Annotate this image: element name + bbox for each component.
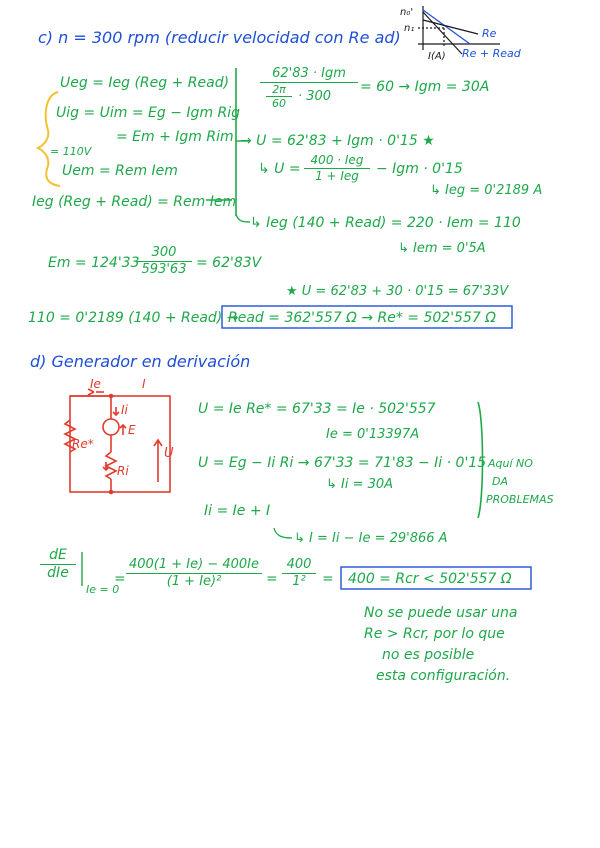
fraction-2pi: 2π (272, 82, 286, 96)
result-ieg: ↳ Ieg = 0'2189 A (430, 183, 543, 198)
fraction-omega (260, 67, 358, 110)
mini-label-re: Re (482, 27, 497, 40)
green-hook-d (274, 528, 292, 538)
sys-eq-1: Ueg = Ieg (Reg + Read) (60, 75, 230, 91)
side-note-1: Aquí NO (488, 457, 533, 470)
eq-sign-3: = (322, 571, 334, 587)
eq-d2-result: ↳ Ii = 30A (326, 477, 394, 492)
circuit-label-ie: Ie (90, 377, 101, 391)
circuit-label-ii: Ii (121, 403, 128, 417)
note-line-2: Re > Rcr, por lo que (364, 626, 505, 642)
mini-label-re-read: Re + Read (462, 47, 521, 60)
fraction-em-num: 300 (151, 245, 177, 260)
der-d2: 1² (292, 573, 306, 589)
der-eval-sub: Ie = 0 (86, 583, 120, 596)
side-note-3: PROBLEMAS (486, 493, 554, 506)
fraction-omega-num: 62'83 · Igm (272, 66, 346, 81)
green-hook (236, 214, 250, 222)
eq-ieg-read: ↳ Ieg (140 + Read) = 220 · Iem = 110 (250, 215, 521, 231)
section-d-heading: d) Generador en derivación (30, 352, 251, 371)
note-line-3: no es posible (382, 647, 475, 663)
fraction-u-den: 1 + Ieg (315, 168, 359, 183)
sys-eq-4: Uem = Rem Iem (62, 163, 178, 179)
eq-d4: ↳ I = Ii − Ie = 29'866 A (294, 531, 448, 546)
eq-sign-1: = (114, 571, 126, 587)
fraction-em (136, 246, 192, 276)
circuit-label-re: Re* (72, 437, 94, 451)
sys-eq-3: = Em + Igm Rim (116, 129, 234, 145)
mini-label-n0: n₀' (400, 7, 414, 18)
result-igm: = 60 → Igm = 30A (360, 79, 490, 95)
section-c-heading: c) n = 300 rpm (reducir velocidad con Re ad) (38, 28, 401, 47)
mini-label-ia: I(A) (428, 51, 446, 62)
u-value: ★ U = 62'83 + 30 · 0'15 = 67'33V (286, 284, 509, 299)
fraction-400 (282, 558, 316, 588)
em-result: = 62'83V (196, 255, 262, 271)
circuit-label-u: U (164, 446, 174, 461)
sys-110v: = 110V (50, 145, 92, 158)
em-prefix: Em = 124'33 (48, 255, 140, 271)
eq-d1-result: Ie = 0'13397A (326, 427, 420, 442)
read-result-boxed: Read = 362'557 Ω → Re* = 502'557 Ω (228, 310, 496, 326)
der-n2: 400 (286, 557, 312, 572)
fraction-em-den: 593'63 (141, 261, 187, 277)
read-equation: 110 = 0'2189 (140 + Read) → (28, 310, 239, 326)
note-line-1: No se puede usar una (364, 605, 518, 621)
eq-sign-2: = (266, 571, 278, 587)
key-equation: Ieg (Reg + Read) = Rem Iem (32, 194, 237, 210)
der-num: dE (49, 547, 67, 563)
eq-d3: Ii = Ie + I (204, 503, 271, 519)
fraction-u (304, 154, 370, 182)
side-note-2: DA (492, 475, 508, 488)
der-n1: 400(1 + Ie) − 400Ie (128, 557, 260, 572)
eq-u-suffix: − Igm · 0'15 (376, 161, 463, 177)
circuit-label-i: I (142, 377, 146, 391)
fraction-300: · 300 (298, 88, 332, 104)
sys-eq-2: Uig = Uim = Eg − Igm Rig (56, 105, 241, 121)
fraction-60: 60 (272, 97, 286, 111)
der-d1: (1 + Ie)² (166, 573, 222, 589)
result-iem: ↳ Iem = 0'5A (398, 241, 486, 256)
fraction-derivative (126, 558, 262, 588)
circuit-label-ri: Ri (117, 464, 129, 478)
circuit-label-e: E (128, 423, 136, 437)
rcr-result-boxed: 400 = Rcr < 502'557 Ω (348, 571, 512, 587)
der-den: dIe (47, 564, 69, 581)
eq-d2: U = Eg − Ii Ri → 67'33 = 71'83 − Ii · 0'15 (198, 455, 487, 471)
note-line-4: esta configuración. (376, 668, 511, 684)
mini-label-n1: n₁ (404, 23, 415, 34)
eq-d1: U = Ie Re* = 67'33 = Ie · 502'557 (198, 401, 436, 417)
fraction-dE-dIe (40, 548, 76, 580)
fraction-u-num: 400 · Ieg (310, 153, 364, 167)
eq-u-prefix: ↳ U = (258, 161, 301, 177)
eq-u-star: → U = 62'83 + Igm · 0'15 ★ (240, 133, 435, 149)
